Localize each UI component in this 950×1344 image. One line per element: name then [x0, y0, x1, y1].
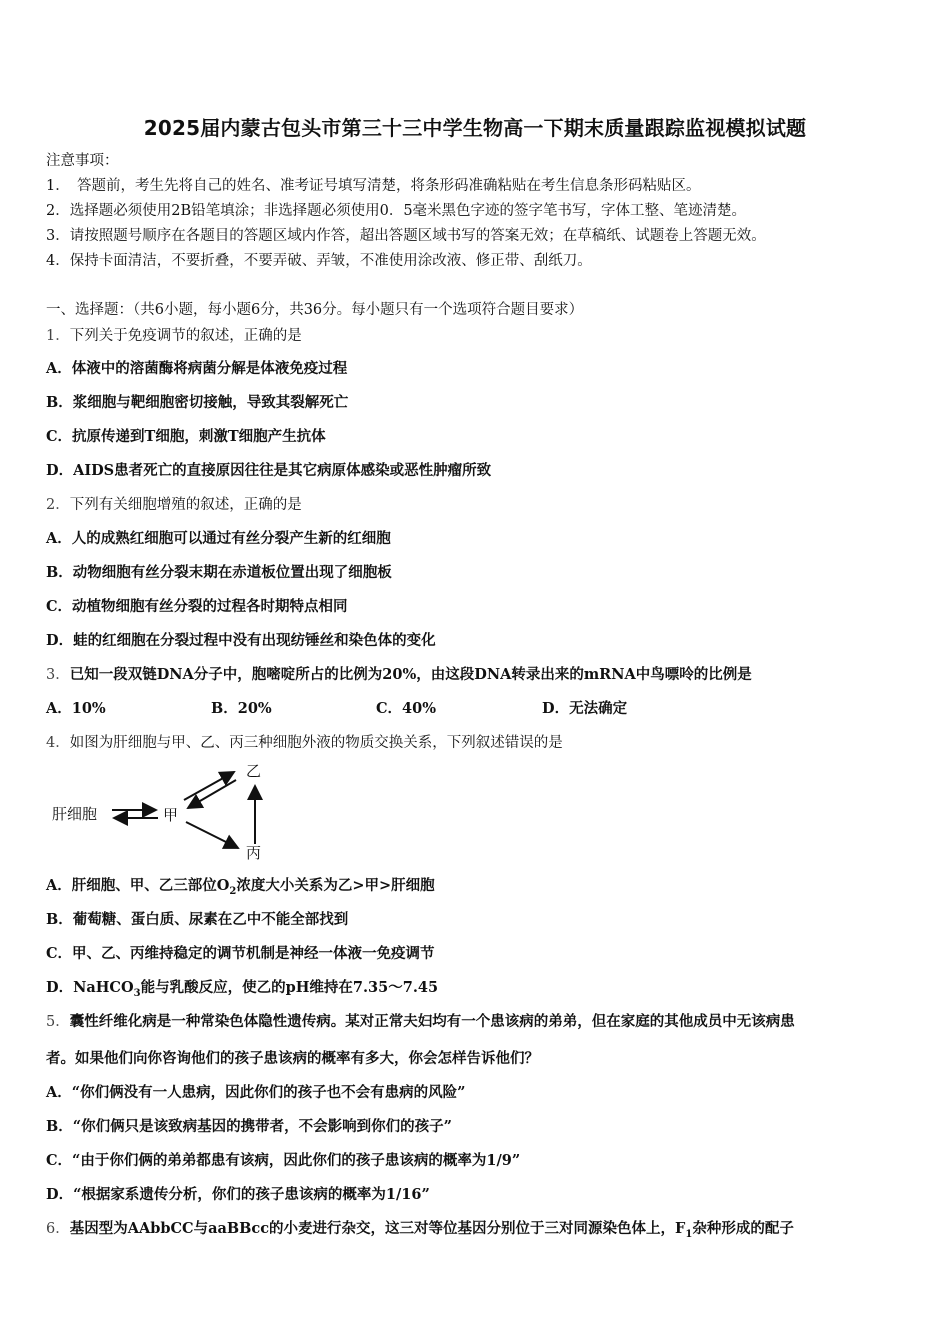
- question-text: 下列关于免疫调节的叙述，正确的是: [69, 328, 302, 344]
- option-c: C．抗原传递到T细胞，刺激T细胞产生抗体: [46, 428, 326, 445]
- question-stem-continued: 者。如果他们向你咨询他们的孩子患该病的概率有多大，你会怎样告诉他们？: [46, 1050, 539, 1067]
- option-a: A．“你们俩没有一人患病，因此你们的孩子也不会有患病的风险”: [46, 1084, 466, 1101]
- option-d: [46, 978, 438, 1004]
- option-text: C．甲、乙、丙维持稳定的调节机制是神经一体液一免疫调节: [46, 945, 435, 962]
- notice-heading: 注意事项：: [46, 153, 119, 169]
- option-d: D．蛙的红细胞在分裂过程中没有出现纺锤丝和染色体的变化: [46, 632, 436, 649]
- option-subscript: 3: [133, 987, 141, 999]
- question-stem: [46, 1219, 794, 1245]
- question-text: 已知一段双链DNA分子中，胞嘧啶所占的比例为20%，由这段DNA转录出来的mRNA中鸟嘌呤的比例是: [69, 666, 752, 683]
- option-b: B．浆细胞与靶细胞密切接触，导致其裂解死亡: [46, 394, 349, 411]
- option-a: A．人的成熟红细胞可以通过有丝分裂产生新的红细胞: [46, 530, 391, 547]
- option-d: D．无法确定: [542, 700, 628, 717]
- option-text: D．NaHCO: [46, 979, 134, 996]
- bing-label: 丙: [246, 844, 262, 862]
- option-d: D．“根据家系遗传分析，你们的孩子患该病的概率为1/16”: [46, 1186, 430, 1203]
- option-d: D．AIDS患者死亡的直接原因往往是其它病原体感染或恶性肿瘤所致: [46, 462, 492, 479]
- question-stem: [46, 733, 563, 753]
- jia-label: 甲: [163, 806, 179, 824]
- question-text: 囊性纤维化病是一种常染色体隐性遗传病。某对正常夫妇均有一个患该病的弟弟，但在家庭的其他成员中无该病患: [69, 1013, 795, 1030]
- option-subscript: 2: [229, 885, 237, 897]
- notice-item: 4．保持卡面清洁，不要折叠，不要弄破、弄皱，不准使用涂改液、修正带、刮纸刀。: [46, 253, 592, 269]
- question-number: 6．: [46, 1221, 70, 1237]
- page-title: 2025届内蒙古包头市第三十三中学生物高一下期末质量跟踪监视模拟试题: [143, 116, 807, 140]
- liver-cell-label: 肝细胞: [52, 805, 98, 823]
- option-text: 浓度大小关系为乙>甲>肝细胞: [236, 877, 435, 894]
- option-a: A．体液中的溶菌酶将病菌分解是体液免疫过程: [46, 360, 348, 377]
- question-stem: [46, 326, 302, 346]
- option-a: [46, 876, 435, 902]
- question-stem: [46, 495, 302, 515]
- question-text: 下列有关细胞增殖的叙述，正确的是: [69, 497, 302, 513]
- question-text: 杂种形成的配子: [692, 1220, 794, 1237]
- notice-item: 3．请按照题号顺序在各题目的答题区域内作答，超出答题区域书写的答案无效；在草稿纸、试题卷上答题无效。: [46, 228, 766, 244]
- option-b: B．“你们俩只是该致病基因的携带者，不会影响到你们的孩子”: [46, 1118, 452, 1135]
- notice-item: 1． 答题前，考生先将自己的姓名、准考证号填写清楚，将条形码准确粘贴在考生信息条形码粘贴区。: [46, 178, 701, 194]
- section-heading: 一、选择题：（共6小题，每小题6分，共36分。每小题只有一个选项符合题目要求）: [46, 302, 584, 318]
- option-c: C．动植物细胞有丝分裂的过程各时期特点相同: [46, 598, 348, 615]
- question-number: 2．: [46, 497, 70, 513]
- question-subscript: 1: [685, 1228, 693, 1240]
- option-text: B．葡萄糖、蛋白质、尿素在乙中不能全部找到: [46, 911, 349, 928]
- option-text: 能与乳酸反应，使乙的pH维持在7.35～7.45: [140, 979, 439, 996]
- arrow-jia-to-bing: [186, 822, 238, 848]
- option-b: B．20%: [211, 700, 272, 717]
- option-c: C．40%: [376, 700, 436, 717]
- question-number: 4．: [46, 735, 70, 751]
- option-c: C．“由于你们俩的弟弟都患有该病，因此你们的孩子患该病的概率为1/9”: [46, 1152, 521, 1169]
- question-text: 如图为肝细胞与甲、乙、丙三种细胞外液的物质交换关系，下列叙述错误的是: [69, 735, 563, 751]
- yi-label: 乙: [246, 762, 262, 780]
- option-text: A．肝细胞、甲、乙三部位O: [46, 877, 230, 894]
- question-number: 5．: [46, 1014, 70, 1030]
- question-text: 基因型为AAbbCC与aaBBcc的小麦进行杂交，这三对等位基因分别位于三对同源染色体上，F: [69, 1220, 686, 1237]
- question-stem: [46, 665, 752, 685]
- option-b: [46, 910, 348, 930]
- notice-item: 2．选择题必须使用2B铅笔填涂；非选择题必须使用0．5毫米黑色字迹的签字笔书写，字体工整、笔迹清楚。: [46, 203, 747, 219]
- option-c: [46, 944, 435, 964]
- option-b: B．动物细胞有丝分裂末期在赤道板位置出现了细胞板: [46, 564, 392, 581]
- option-a: A．10%: [46, 700, 106, 717]
- question-stem: [46, 1012, 795, 1032]
- question-number: 3．: [46, 667, 70, 683]
- question-number: 1．: [46, 328, 70, 344]
- fluid-exchange-diagram: [46, 758, 286, 868]
